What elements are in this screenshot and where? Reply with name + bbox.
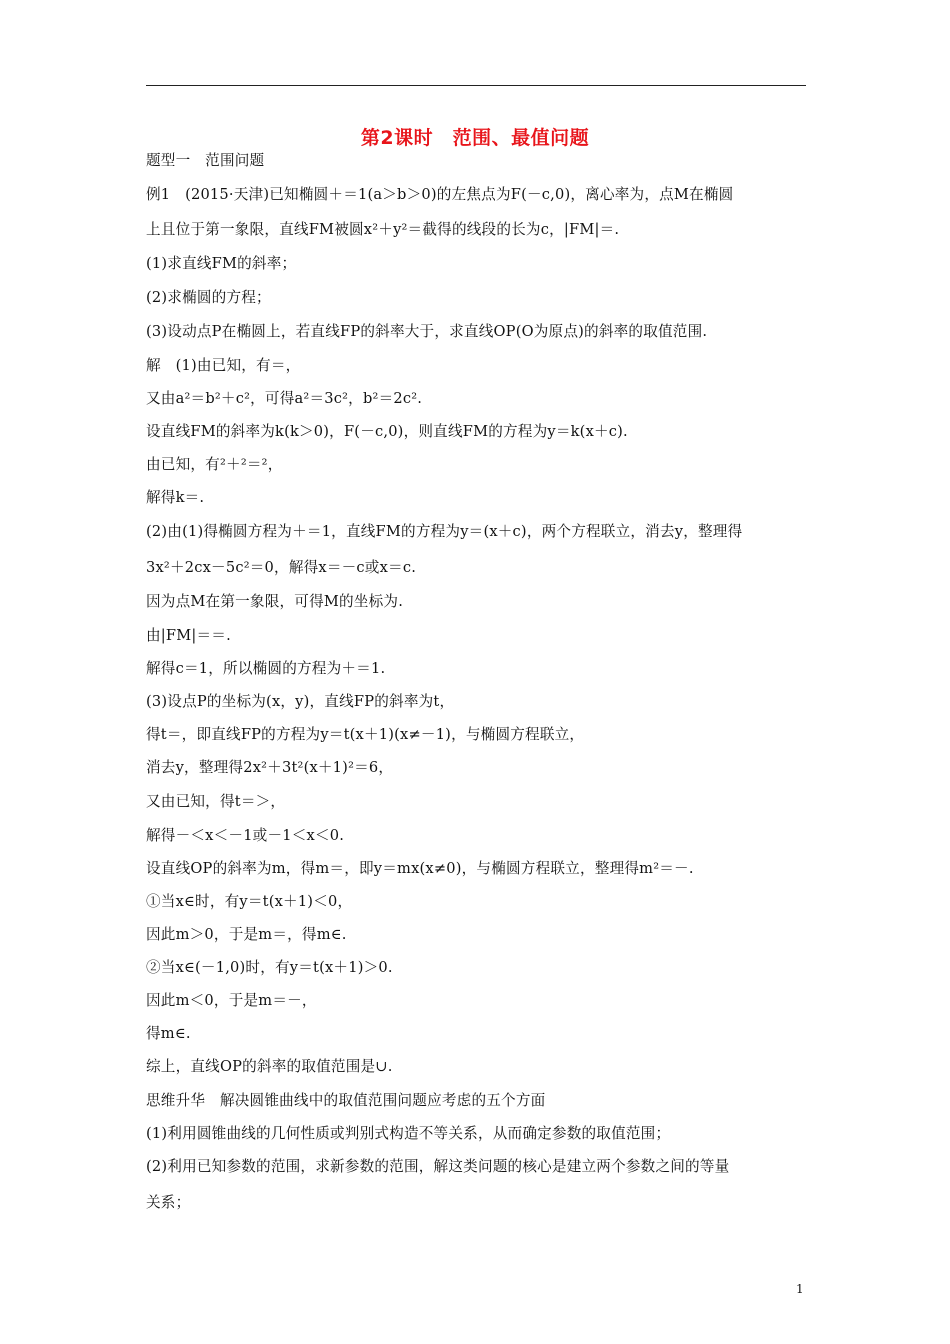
text-line: (1)求直线FM的斜率； bbox=[146, 255, 297, 272]
text-line: 上且位于第一象限，直线FM被圆x²＋y²＝截得的线段的长为c，|FM|＝. bbox=[146, 221, 620, 238]
text-line: 由|FM|＝＝. bbox=[146, 627, 231, 644]
text-line: (1)利用圆锥曲线的几何性质或判别式构造不等关系，从而确定参数的取值范围； bbox=[146, 1125, 671, 1142]
text-line: (3)设点P的坐标为(x，y)，直线FP的斜率为t， bbox=[146, 693, 455, 710]
text-line: 由已知，有²＋²＝²， bbox=[146, 456, 283, 473]
text-line: 因为点M在第一象限，可得M的坐标为. bbox=[146, 593, 404, 610]
text-line: 解得k＝. bbox=[146, 489, 205, 506]
text-line: 设直线FM的斜率为k(k＞0)，F(－c,0)，则直线FM的方程为y＝k(x＋c). bbox=[146, 423, 628, 440]
header-rule bbox=[146, 85, 806, 86]
text-line: 解 (1)由已知，有＝， bbox=[146, 357, 301, 374]
section-heading: 题型一 范围问题 bbox=[146, 152, 265, 169]
section-heading: 思维升华 解决圆锥曲线中的取值范围问题应考虑的五个方面 bbox=[146, 1092, 546, 1109]
text-line: 关系； bbox=[146, 1194, 191, 1211]
text-line: 设直线OP的斜率为m，得m＝，即y＝mx(x≠0)，与椭圆方程联立，整理得m²＝－. bbox=[146, 860, 694, 877]
text-line: 消去y，整理得2x²＋3t²(x＋1)²＝6， bbox=[146, 759, 394, 776]
text-line: 综上，直线OP的斜率的取值范围是∪. bbox=[146, 1058, 393, 1075]
text-line: 又由a²＝b²＋c²，可得a²＝3c²，b²＝2c². bbox=[146, 390, 423, 407]
text-line: 得m∈. bbox=[146, 1025, 191, 1042]
text-line: 又由已知，得t＝＞， bbox=[146, 793, 286, 810]
text-line: (2)利用已知参数的范围，求新参数的范围，解这类问题的核心是建立两个参数之间的等量 bbox=[146, 1158, 730, 1175]
text-line: ②当x∈(－1,0)时，有y＝t(x＋1)＞0. bbox=[146, 959, 393, 976]
page-number: 1 bbox=[796, 1282, 804, 1296]
text-line: 3x²＋2cx－5c²＝0，解得x＝－c或x＝c. bbox=[146, 559, 417, 576]
text-line: (3)设动点P在椭圆上，若直线FP的斜率大于，求直线OP(O为原点)的斜率的取值范围. bbox=[146, 323, 708, 340]
text-line: 解得－＜x＜－1或－1＜x＜0. bbox=[146, 827, 345, 844]
text-line: 得t＝，即直线FP的方程为y＝t(x＋1)(x≠－1)，与椭圆方程联立， bbox=[146, 726, 585, 743]
text-line: ①当x∈时，有y＝t(x＋1)＜0， bbox=[146, 893, 353, 910]
lesson-title: 第2课时 范围、最值问题 bbox=[360, 127, 590, 149]
text-line: 因此m＞0，于是m＝，得m∈. bbox=[146, 926, 347, 943]
text-line: 因此m＜0，于是m＝－， bbox=[146, 992, 317, 1009]
text-line: 解得c＝1，所以椭圆的方程为＋＝1. bbox=[146, 660, 386, 677]
text-line: 例1 (2015·天津)已知椭圆＋＝1(a＞b＞0)的左焦点为F(－c,0)，离心率为，点M在椭圆 bbox=[146, 186, 734, 203]
text-line: (2)由(1)得椭圆方程为＋＝1，直线FM的方程为y＝(x＋c)，两个方程联立，消去y，整理得 bbox=[146, 523, 743, 540]
text-line: (2)求椭圆的方程； bbox=[146, 289, 271, 306]
